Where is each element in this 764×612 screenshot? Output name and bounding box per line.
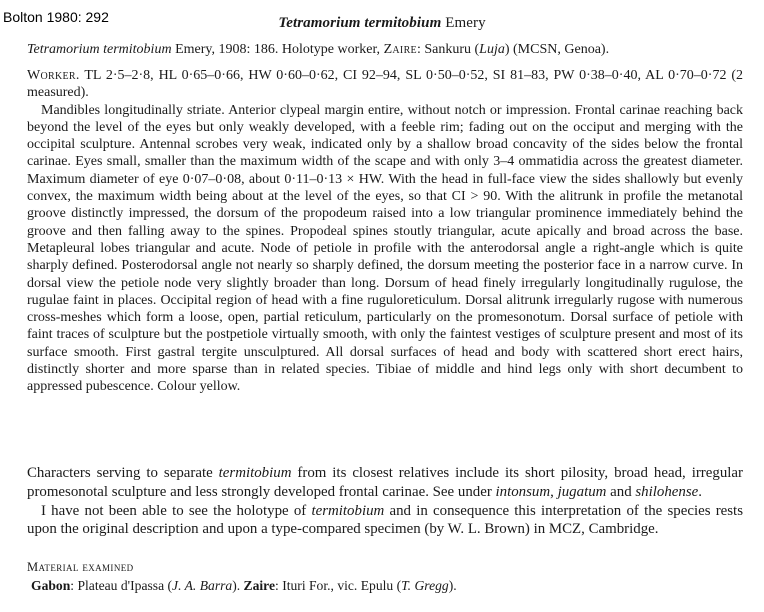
worker-measurements: TL 2·5–2·8, HL 0·65–0·66, HW 0·60–0·62, CI 92–94, SL 0·50–0·52, SI 81–83, PW 0·38–0·40, AL 0·70–0·72 (2 measured).: [27, 68, 744, 101]
characters-text-b: from its closest relatives include its short pilosity, broad head, irregular promesonotal sculpture and less strongly developed frontal carinae. See under: [27, 465, 743, 500]
species-name: Tetramorium termitobium: [278, 15, 442, 31]
related-species-jugatum: jugatum: [557, 483, 607, 500]
citation-locality-collector: Luja: [479, 42, 505, 57]
citation-country: Zaire: [383, 42, 417, 57]
holotype-text-a: I have not been able to see the holotype of: [41, 502, 307, 519]
citation-text: Emery, 1908: 186. Holotype worker,: [175, 42, 381, 57]
citation-name: Tetramorium termitobium: [27, 42, 172, 57]
characters-section: [27, 464, 743, 539]
characters-text-a: Characters serving to separate: [27, 465, 213, 481]
related-species-shilohense: shilohense: [635, 483, 699, 500]
citation-locality-pre: : Sankuru (: [416, 42, 480, 57]
material-country-zaire: Zaire: [243, 577, 276, 593]
material-end-zaire: ).: [448, 577, 457, 593]
characters-and: and: [610, 483, 632, 500]
characters-sep: ,: [550, 483, 554, 500]
holotype-term: termitobium: [311, 502, 385, 519]
citation: [27, 41, 743, 58]
material-country-gabon: Gabon: [31, 577, 71, 593]
material-section: [27, 559, 743, 594]
holotype-paragraph: [27, 502, 743, 540]
species-title: [0, 15, 764, 32]
worker-description: Mandibles longitudinally striate. Anterior clypeal margin entire, without notch or impression. Frontal carinae reaching back beyond the level of the eyes but only weakly developed, with a feeble rim; fading out on the occiput and merging with the occipital sculpture. Antennal scrobes very weak, indicated only by a shallow broad concavity of the sides below the frontal carinae. Eyes small, smaller than the maximum width of the scape and with only 3–4 ommatidia across the greatest diameter. Maximum diameter of eye 0·07–0·08, about 0·11–0·13 × HW. With the head in full-face view the sides shallowly but evenly convex, the maximum width being about at the level of the eyes, so that CI > 90. With the alitrunk in profile the metanotal groove distinctly impressed, the dorsum of the propodeum raised into a low triangular prominence immediately behind the groove and then falling away to the spines. Propodeal spines stoutly triangular, acute apically and broad across the base. Metapleural lobes triangular and acute. Node of petiole in profile with the anterodorsal angle a right-angle which is quite sharply defined. Posterodorsal angle not nearly so sharply defined, the dorsum meeting the posterior face in a narrow curve. In dorsal view the petiole node very slightly broader than long. Dorsum of head finely irregularly longitudinally rugulose, the rugulae faint in places. Occipital region of head with a fine ruguloreticulum. Dorsal alitrunk irregularly rugose with numerous cross-meshes which form a loose, open, partial reticulum, particularly on the promesonotum. Dorsal surface of petiole with faint traces of sculpture but the postpetiole virtually smooth, with only the faintest vestiges of sculpture present and most of its surface smooth. First gastral tergite unsculptured. All dorsal surfaces of head and body with scattered short erect hairs, distinctly shorter and more sparse than in related species. Tibiae of middle and hind legs only with short decumbent to appressed pubescence. Colour yellow.: [27, 102, 743, 395]
material-list: [27, 577, 743, 595]
characters-paragraph: [27, 464, 743, 502]
species-author: Emery: [445, 15, 486, 31]
source-label: Bolton 1980: 292: [3, 9, 109, 25]
worker-label: Worker.: [27, 68, 80, 83]
citation-locality-post: ) (MCSN, Genoa).: [504, 42, 610, 57]
material-collector-zaire: T. Gregg: [401, 577, 449, 593]
material-locality-gabon: : Plateau d'Ipassa (: [70, 577, 173, 593]
material-collector-gabon: J. A. Barra: [172, 577, 233, 593]
characters-term: termitobium: [218, 465, 292, 481]
characters-end: .: [698, 483, 702, 500]
worker-section: [27, 67, 743, 396]
worker-measurements-paragraph: [27, 67, 743, 102]
holotype-text-b: and in consequence this interpretation of the species rests upon the original description and upon a type-compared specimen (by W. L. Brown) in MCZ, Cambridge.: [27, 502, 743, 538]
material-end-gabon: ).: [232, 577, 241, 593]
material-locality-zaire: : Ituri For., vic. Epulu (: [275, 577, 402, 593]
material-heading: Material examined: [27, 560, 134, 574]
related-species-intonsum: intonsum: [495, 483, 551, 500]
